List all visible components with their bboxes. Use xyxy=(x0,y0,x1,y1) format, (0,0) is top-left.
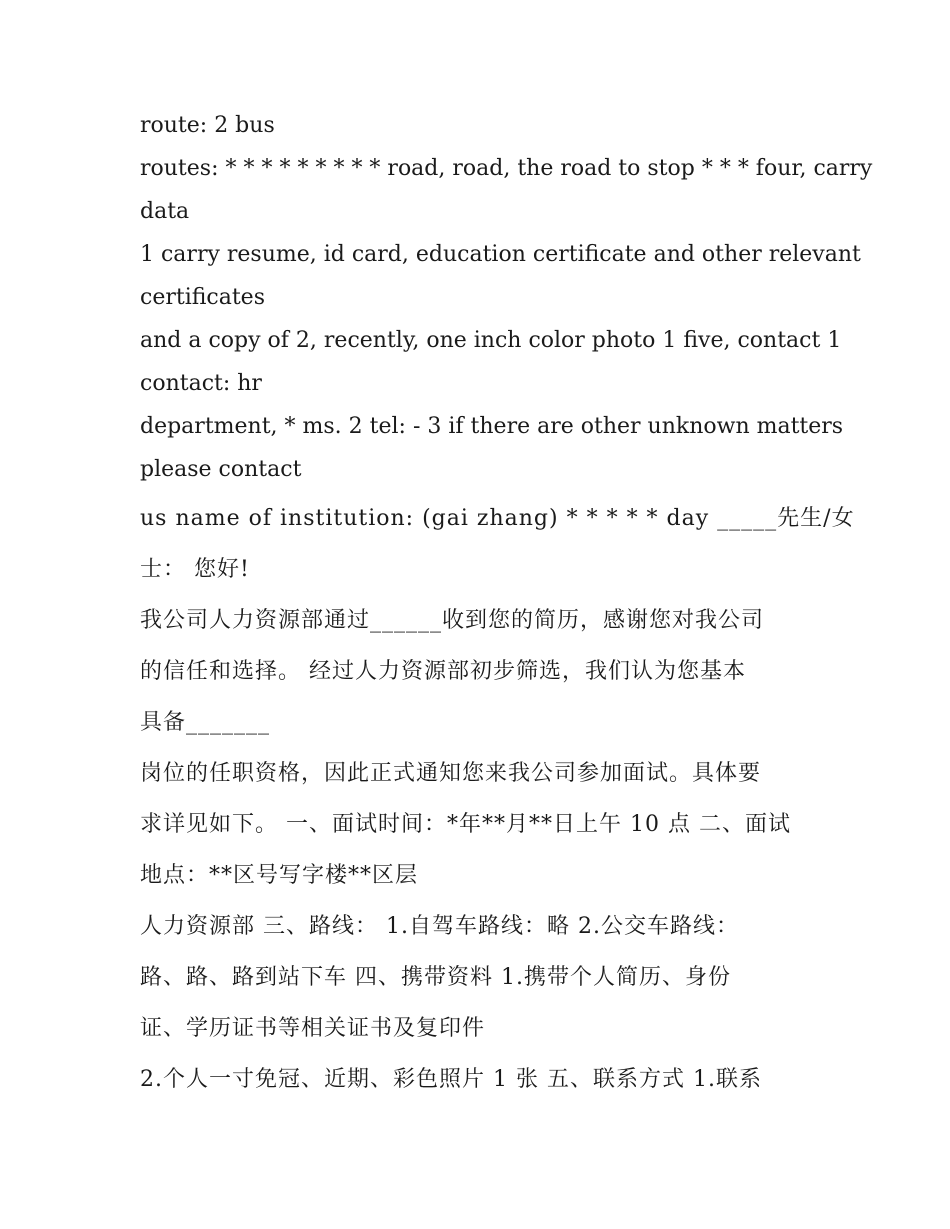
text-line: department, * ms. 2 tel: - 3 if there are other unknown matters xyxy=(140,414,844,439)
text-line: please contact xyxy=(140,457,302,482)
text-line: 2.个人一寸免冠、近期、彩色照片 1 张 五、联系方式 1.联系 xyxy=(140,1067,762,1092)
text-line: 岗位的任职资格，因此正式通知您来我公司参加面试。具体要 xyxy=(140,761,762,786)
text-line: routes: * * * * * * * * * road, road, the road to stop * * * four, carry xyxy=(140,156,873,181)
text-line: 人力资源部 三、路线： 1.自驾车路线：略 2.公交车路线： xyxy=(140,914,739,939)
english-text-block xyxy=(140,104,873,491)
text-line: 地点：**区号写字楼**区层 xyxy=(140,863,419,888)
text-line: certificates xyxy=(140,285,265,310)
text-line: 1 carry resume, id card, education certificate and other relevant xyxy=(140,242,861,267)
text-line: and a copy of 2, recently, one inch color photo 1 five, contact 1 xyxy=(140,328,842,353)
text-line: 士： 您好! xyxy=(140,557,250,582)
text-line: 具备_______ xyxy=(140,710,271,735)
text-line: data xyxy=(140,199,190,224)
chinese-text-block xyxy=(140,493,855,1105)
text-line: us name of institution: (gai zhang) * * * * * day _____先生/女 xyxy=(140,506,855,531)
text-line: 求详见如下。 一、面试时间：*年**月**日上午 10 点 二、面试 xyxy=(140,812,791,837)
text-line: 路、路、路到站下车 四、携带资料 1.携带个人简历、身份 xyxy=(140,965,731,990)
text-line: 证、学历证书等相关证书及复印件 xyxy=(140,1016,486,1041)
text-line: contact: hr xyxy=(140,371,262,396)
text-line: 我公司人力资源部通过______收到您的简历，感谢您对我公司 xyxy=(140,608,765,633)
text-line: route: 2 bus xyxy=(140,113,275,138)
text-line: 的信任和选择。 经过人力资源部初步筛选，我们认为您基本 xyxy=(140,659,746,684)
